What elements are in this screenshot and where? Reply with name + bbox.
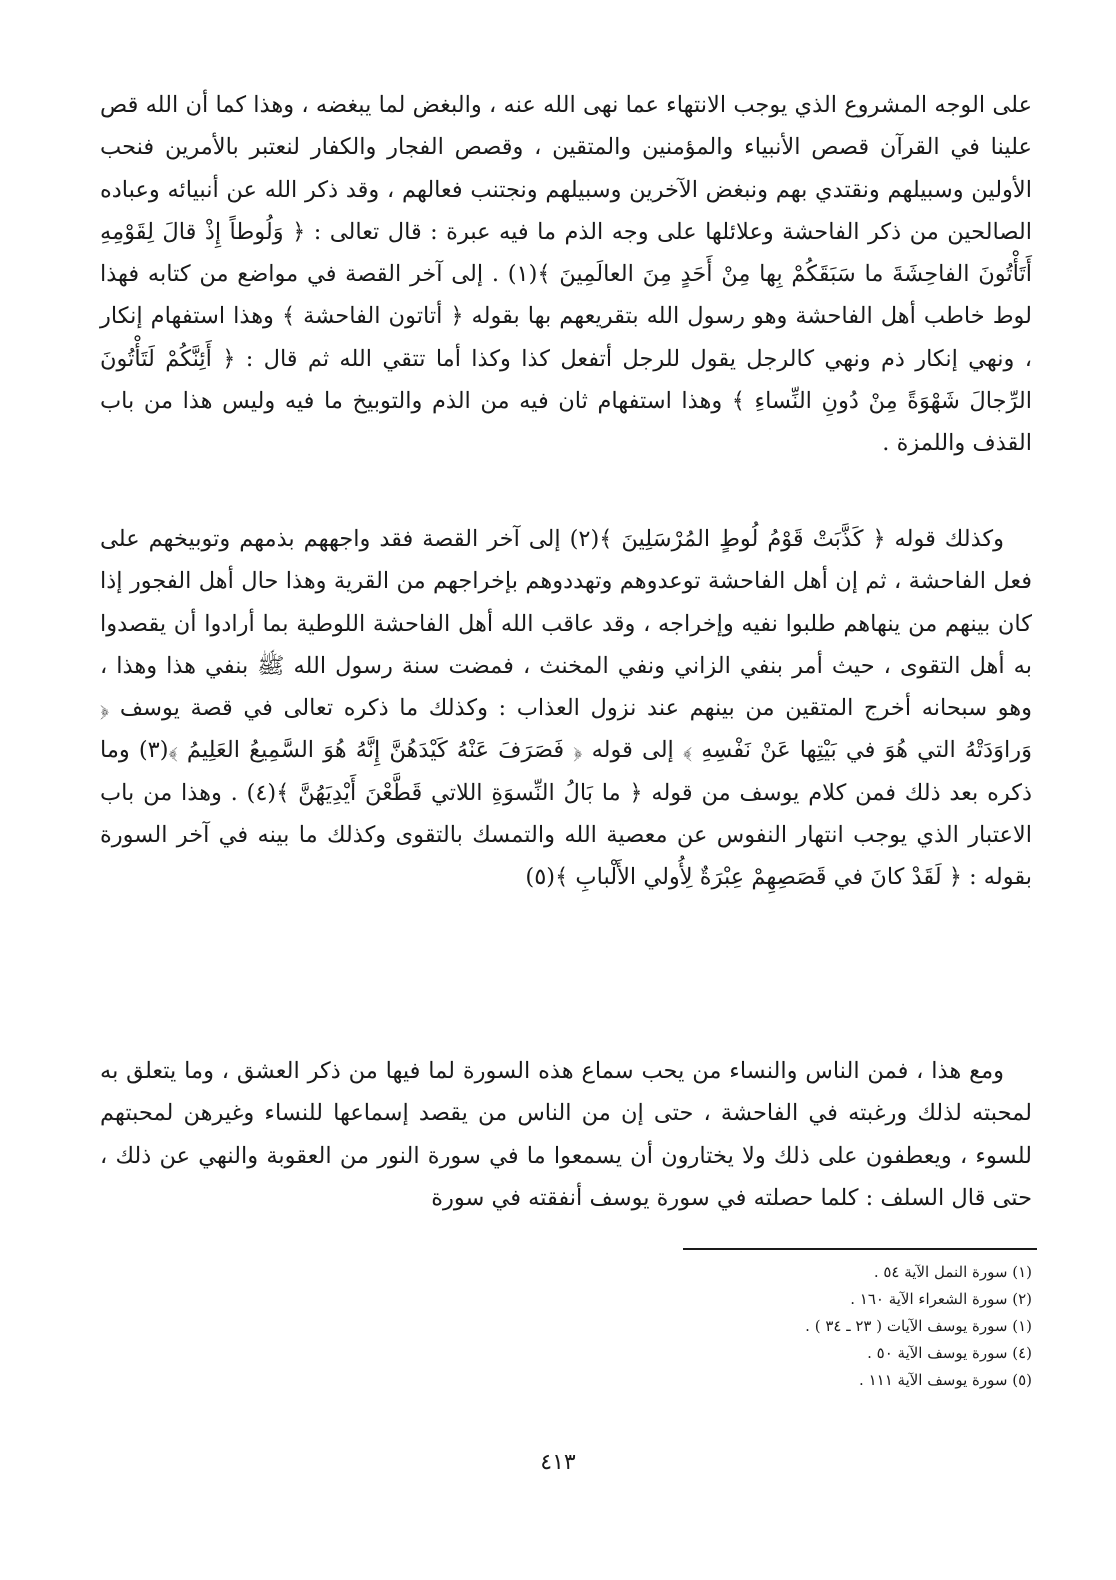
footnote: (١) سورة النمل الآية ٥٤ .: [873, 1263, 1032, 1281]
paragraph-text: ومع هذا ، فمن الناس والنساء من يحب سماع هذه السورة لما فيها من ذكر العشق ، وما يتعلق به لمحبته لذلك ورغبته في الفاحشة ، حتى إن من الناس من يقصد إسماعها للنساء وغيرهن لمحبتهم للسوء ، ويعطفون على ذلك ولا يختارون أن يسمعوا ما في سورة النور من العقوبة والنهي عن ذلك ، حتى قال السلف : كلما حصلته في سورة يوسف أنفقته في سورة: [100, 1058, 1032, 1211]
footnote-separator: [683, 1248, 1037, 1250]
body-paragraph: على الوجه المشروع الذي يوجب الانتهاء عما نهى الله عنه ، والبغض لما يبغضه ، وهذا كما أن الله قص علينا في القرآن قصص الأنبياء والمؤمنين والمتقين ، وقصص الفجار والكفار لنعتبر بالأمرين فنحب الأولين وسبيلهم ونقتدي بهم ونبغض الآخرين وسبيلهم ونجتنب فعالهم ، وقد ذكر الله عن أنبيائه وعباده الصالحين من ذكر الفاحشة وعلائلها على وجه الذم ما فيه عبرة : قال تعالى : ﴿ وَلُوطاً إِذْ قالَ لِقَوْمِهِ أَتَأْتُونَ الفاحِشَةَ ما سَبَقَكُمْ بِها مِنْ أَحَدٍ مِنَ العالَمِينَ ﴾(١) . إلى آخر القصة في مواضع من كتابه فهذا لوط خاطب أهل الفاحشة وهو رسول الله بتقريعهم بها بقوله ﴿ أتاتون الفاحشة ﴾ وهذا استفهام إنكار ، ونهي إنكار ذم ونهي كالرجل يقول للرجل أتفعل كذا وكذا أما تتقي الله ثم قال : ﴿ أَئِنَّكُمْ لَتَأْتُونَ الرِّجالَ شَهْوَةً مِنْ دُونِ النِّساءِ ﴾ وهذا استفهام ثان فيه من الذم والتوبيخ ما فيه وليس هذا من باب القذف واللمزة .: [100, 92, 1032, 457]
footnote: (٤) سورة يوسف الآية ٥٠ .: [867, 1344, 1032, 1362]
page-number: ٤١٣: [540, 1450, 576, 1475]
footnote: (٢) سورة الشعراء الآية ١٦٠ .: [850, 1290, 1032, 1308]
footnote: (١) سورة يوسف الآيات ( ٢٣ ـ ٣٤ ) .: [805, 1317, 1032, 1335]
footnote: (٥) سورة يوسف الآية ١١١ .: [859, 1371, 1032, 1389]
footnotes-list: [100, 1259, 1032, 1394]
body-paragraph: [100, 518, 1032, 899]
paragraph-text: وكذلك قوله ﴿ كَذَّبَتْ قَوْمُ لُوطٍ المُرْسَلِينَ ﴾(٢) إلى آخر القصة فقد واجههم بذمهم وتوبيخهم على فعل الفاحشة ، ثم إن أهل الفاحشة توعدوهم وتهددوهم بإخراجهم من القرية وهذا حال أهل الفجور إذا كان بينهم من ينهاهم طلبوا نفيه وإخراجه ، وقد عاقب الله أهل الفاحشة اللوطية بما أرادوا أن يقصدوا به أهل التقوى ، حيث أمر بنفي الزاني ونفي المخنث ، فمضت سنة رسول الله ﷺ بنفي هذا وهذا ، وهو سبحانه أخرج المتقين من بينهم عند نزول العذاب : وكذلك ما ذكره تعالى في قصة يوسف ﴿ وَراوَدَتْهُ التي هُوَ في بَيْتِها عَنْ نَفْسِهِ ﴾ إلى قوله ﴿ فَصَرَفَ عَنْهُ كَيْدَهُنَّ إِنَّهُ هُوَ السَّمِيعُ العَلِيمُ ﴾(٣) وما ذكره بعد ذلك فمن كلام يوسف من قوله ﴿ ما بَالُ النِّسوَةِ اللاتي قَطَّعْنَ أَيْدِيَهُنَّ ﴾(٤) . وهذا من باب الاعتبار الذي يوجب انتهار النفوس عن معصية الله والتمسك بالتقوى وكذلك ما بينه في آخر السورة بقوله : ﴿ لَقَدْ كانَ في قَصَصِهِمْ عِبْرَةٌ لِأُولي الأَلْبابِ ﴾(٥): [100, 526, 1033, 891]
body-paragraph: [100, 1050, 1032, 1219]
